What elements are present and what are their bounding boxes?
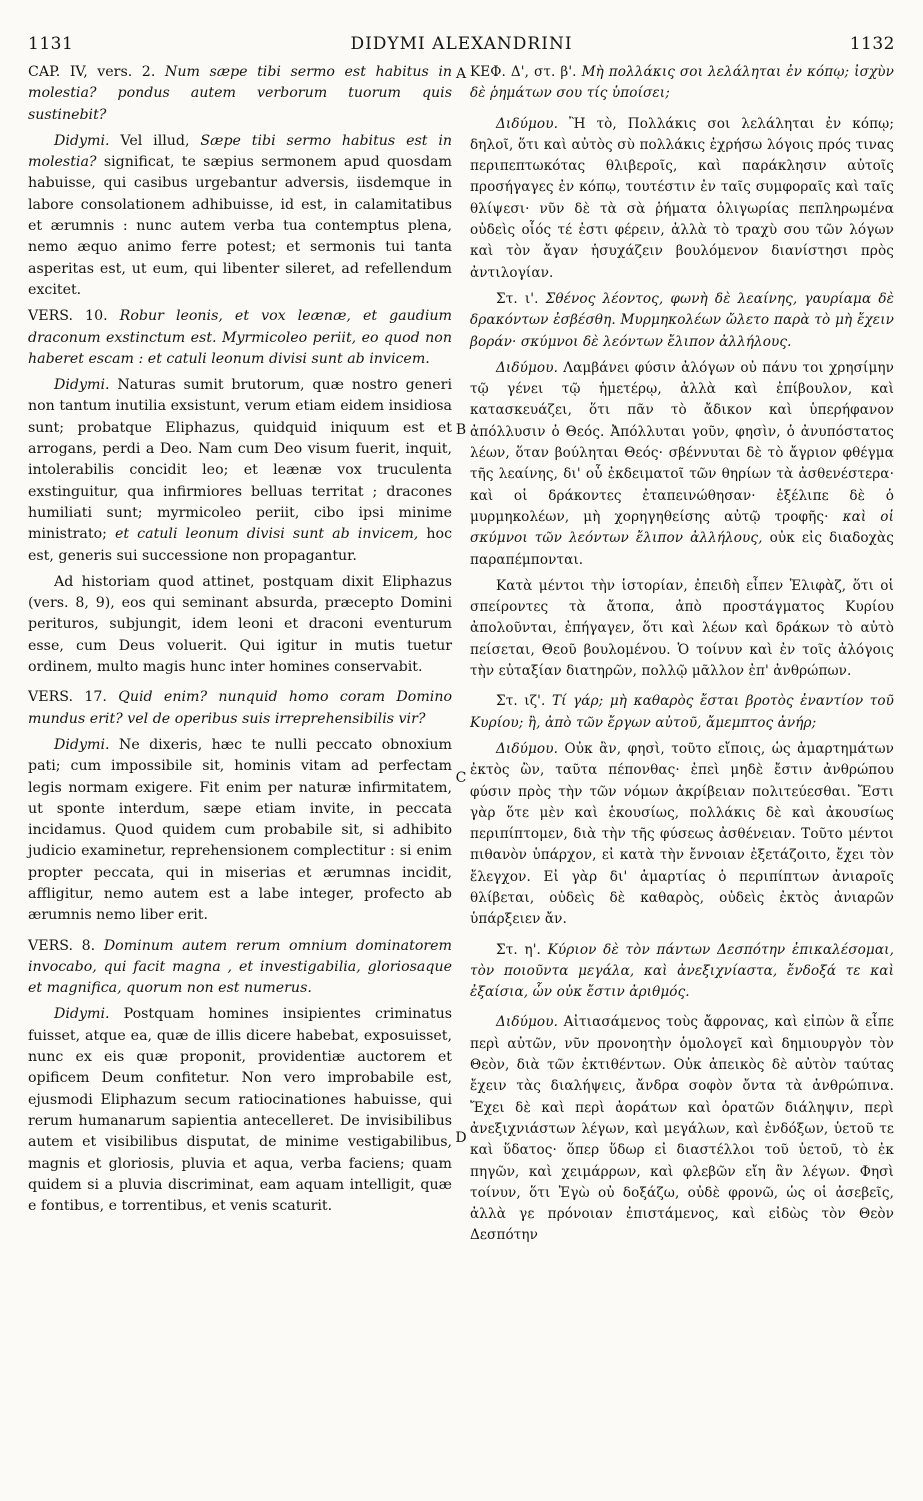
commentary-text: Ἢ τὸ, Πολλάκις σοι λελάληται ἐν κόπῳ; δηλοῖ, ὅτι καὶ αὐτὸς σὺ πολλάκις ἐχρήσω λόγοις πρός τινας περιπεπτωκότας θλιβεροῖς, καὶ παράκλησιν αὐτοῖς προσήγαγες ἐν κόπῳ, τουτέστιν ἐν ταῖς συμφοραῖς καὶ ταῖς θλίψεσι· νῦν δὲ τὰ σὰ ῥήματα ὀλιγωρίας πεπληρωμένα οὐδεὶς οἷός τέ ἐστι φέρειν, ἀλλὰ τὸ τραχὺ σου τῶν λόγων καὶ τὸν ἄγαν ἡσυχάζειν βουλόμενον διανίστησι πρὸς ἀντιλογίαν. [470, 115, 895, 281]
verse-text: Dominum autem rerum omnium dominatorem invocabo, qui facit magna , et investigabilia, gloriosaque et magnifica, quorum non est numerus. [28, 937, 452, 997]
commentary-text: Λαμβάνει φύσιν ἀλόγων οὐ πάνυ τοι χρησίμην τῷ γένει τῷ ἡμετέρῳ, ἀλλὰ καὶ ἐπίβουλον, καὶ κατασκευάζει, ὅτι πᾶν τὸ ἄδικον καὶ ὑπερήφανον ἀπόλλυσιν ὁ Θεός. Ἀπόλλυται γοῦν, φησὶν, ὁ ἀνυπόστατος λέων, ὅταν βούληται Θεός· σβέννυται δὲ τὸ ἄγριον φθέγμα τῆς λεαίνης, δι' οὗ ἐκδειματοῖ τῶν θηρίων τὰ ἀσθενέστερα· καὶ οἱ δράκοντες ἐταπεινώθησαν· ἐξέλιπε δὲ ὁ μυρμηκολέων, μὴ χορηγηθείσης αὐτῷ τροφῆς· [470, 359, 895, 525]
verse-reference: VERS. 8. [28, 937, 96, 954]
section-marker-c: C [455, 770, 467, 786]
page-number-right: 1132 [849, 34, 895, 54]
commentary-label: Didymi. [54, 132, 110, 149]
running-title: DIDYMI ALEXANDRINI [350, 34, 573, 54]
greek-column [470, 62, 894, 1252]
commentary-text: Postquam homines insipientes criminatus fuisset, atque ea, quæ de illis dicere habebat, exposuisset, nunc ex eis quæ proponit, providentiæ auctorem et opificem Deum confitetur. Non vero improbabile est, ejusmodi Eliphazum secum ratiocinationes habuisse, qui rerum humanarum sapientia antecelleret. De invisibilibus autem et visibilibus disputat, de minime vestigabilibus, magnis et gloriosis, pluvia et aqua, verba faciens; quam quidem si a pluvia discriminat, eam aquam intelligit, quæ e fontibus, e torrentibus, et venis scaturit. [28, 1006, 452, 1215]
commentary-quote: et catuli leonum divisi sunt ab invicem, [115, 526, 419, 543]
latin-commentary-1 [28, 131, 452, 301]
running-header [28, 34, 895, 58]
verse-reference: VERS. 17. [28, 689, 107, 706]
latin-commentary-2 [28, 375, 452, 567]
verse-text: Quid enim? nunquid homo coram Domino mundus erit? vel de operibus suis irreprehensibilis vir? [28, 689, 452, 727]
section-marker-b: B [455, 422, 467, 438]
commentary-label: Didymi. [54, 736, 110, 753]
section-marker-d: D [455, 1130, 467, 1146]
greek-commentary-3 [470, 739, 894, 931]
latin-verse-8 [28, 936, 452, 1000]
greek-verse-17 [470, 691, 894, 734]
verse-reference: Στ. ιζ'. [496, 693, 546, 710]
latin-commentary-3 [28, 735, 452, 927]
commentary-label: Didymi. [54, 1006, 110, 1023]
commentary-label: Didymi. [54, 377, 110, 394]
greek-commentary-4 [470, 1012, 894, 1246]
latin-commentary-4 [28, 1004, 452, 1217]
latin-verse-17 [28, 687, 452, 730]
greek-verse-8 [470, 940, 894, 1004]
verse-text: Κύριον δὲ τὸν πάντων Δεσπότην ἐπικαλέσομαι, τὸν ποιοῦντα μεγάλα, καὶ ἀνεξιχνίαστα, ἔνδοξά τε καὶ ἐξαίσια, ὧν οὐκ ἔστιν ἀριθμός. [470, 941, 894, 1001]
section-marker-a: A [455, 66, 467, 82]
page-number-left: 1131 [28, 34, 74, 54]
latin-historia [28, 572, 452, 678]
commentary-text: Naturas sumit brutorum, quæ nostro generi non tantum inutilia exsistunt, verum etiam eidem insidiosa sunt; probatque Eliphazus, quidquid iniquum est et arrogans, perdi a Deo. Nam cum Deo visum fuerit, inquit, intolerabilis concidit leo; et leænæ vox truculenta exstinguitur, qua infirmiores belluas territat ; dracones humiliati sunt; myrmicoleo periit, cibo ipsi minime ministrato; [28, 377, 452, 543]
verse-text: Num sæpe tibi sermo est habitus in molestia? pondus autem verborum tuorum quis sustinebit? [28, 64, 453, 123]
commentary-label: Διδύμου. [496, 1014, 558, 1031]
commentary-text: Ad historiam quod attinet, postquam dixit Eliphazus (vers. 8, 9), eos qui seminant absurda, præcepto Domini perituros, subjungit, idem leoni et draconi eventurum esse, cum Deus voluerit. Qui igitur in mutis tuetur ordinem, multo magis hunc inter homines conservabit. [28, 573, 452, 676]
greek-verse-10 [470, 289, 894, 353]
commentary-text: hoc est, generis sui successione non propagantur. [28, 526, 453, 564]
commentary-text: significat, te sæpius sermonem apud quosdam habuisse, qui casibus urgebantur adversis, iisdemque in labore consolationem adhibuisse, id est, in calamitatibus et ærumnis : nunc autem verba tua contemptus plena, nemo æquo animo ferre potest; et sermonis tui tanta asperitas est, ut eum, qui libenter sileret, ad refellendum excitet. [28, 154, 452, 298]
commentary-quote: Sæpe tibi sermo habitus est in molestia? [28, 132, 452, 171]
commentary-text: Αἰτιασάμενος τοὺς ἄφρονας, καὶ εἰπὼν ἃ εἶπε περὶ αὐτῶν, νῦν προνοητὴν ὁμολογεῖ καὶ δημιουργὸν τὸν Θεὸν, διὰ τῶν ἐκτιθέντων. Οὐκ ἀπεικὸς δὲ αὐτὸν ταύτας ἔχειν τὰς διαλήψεις, ἄνδρα σοφὸν ὄντα τὰ ἀνθρώπινα. Ἔχει δὲ καὶ περὶ ἀοράτων καὶ ὁρατῶν διάληψιν, περὶ ἀνεξιχνιάστων λέγων, καὶ μεγάλων, καὶ ἐνδόξων, ὑετοῦ τε καὶ ὕδατος· ὅπερ ὕδωρ εἰ διαστέλλοι τοῦ ὑετοῦ, τὸ ἐκ πηγῶν, καὶ χειμάρρων, καὶ φλεβῶν εἴη ἂν λέγων. Φησὶ τοίνυν, ὅτι Ἐγὼ οὐ δοξάζω, οὐδὲ φρονῶ, ὡς οἱ ἀσεβεῖς, ἀλλὰ γε πρόνοιαν ἐπιστάμενος, καὶ εἰδὼς τὸν Θεὸν Δεσπότην [470, 1014, 894, 1244]
commentary-text: οὐκ εἰς διαδοχὰς παραπέμπονται. [470, 530, 895, 568]
verse-reference: Στ. ι'. [496, 290, 539, 307]
commentary-text: Κατὰ μέντοι τὴν ἱστορίαν, ἐπειδὴ εἶπεν Ἐλιφὰζ, ὅτι οἱ σπείροντες τὰ ἄτοπα, ἀπὸ προστάγματος Κυρίου ἀπολοῦνται, ἐπήγαγεν, ὅτι καὶ λέων καὶ δράκων τὸ αὐτὸ πείσεται, Θεοῦ βουλομένου. Ὁ τοίνυν καὶ ἐν τοῖς ἀλόγοις τὴν εὐταξίαν διατηρῶν, πολλῷ μᾶλλον ἐπ' ἀνθρώπων. [470, 577, 894, 680]
commentary-text: Οὐκ ἂν, φησὶ, τοῦτο εἴποις, ὡς ἀμαρτημάτων ἐκτὸς ὢν, ταῦτα πέπονθας· ἐπεὶ μηδὲ ἔστιν ἀνθρώπου φύσιν πρὸς τὴν τῶν νόμων ἀκρίβειαν πολιτεύεσθαι. Ἔστι γὰρ ὅτε μὲν καὶ ἑκουσίως, πολλάκις δὲ καὶ ἀκουσίως περιπίπτομεν, διὰ τὴν τῆς φύσεως ἀσθένειαν. Τοῦτο μέντοι πιθανὸν ὑπάρχον, εἰ κατὰ τὴν ἔννοιαν ἐξετάζοιτο, ἔχει τὸν ἔλεγχον. Εἰ γὰρ δι' ἁμαρτίας ὁ περιπίπτων ἀνιαροῖς θλίβεται, οὐδεὶς δὲ καθαρὸς, οὐδεὶς ἐκτὸς ἀνιαρῶν ὑπάρξειεν ἄν. [470, 740, 894, 928]
greek-commentary-2 [470, 358, 894, 571]
commentary-label: Διδύμου. [496, 740, 558, 757]
verse-text: Robur leonis, et vox leænæ, et gaudium draconum exstinctum est. Myrmicoleo periit, eo quod non haberet escam : et catuli leonum divisi sunt ab invicem. [28, 308, 452, 367]
verse-text: Μὴ πολλάκις σοι λελάληται ἐν κόπῳ; ἰσχὺν δὲ ῥημάτων σου τίς ὑποίσει; [470, 64, 895, 102]
latin-verse-4-2 [28, 62, 452, 126]
commentary-label: Διδύμου. [496, 115, 558, 132]
verse-reference: CAP. IV, vers. 2. [28, 64, 156, 80]
verse-text: Σθένος λέοντος, φωνὴ δὲ λεαίνης, γαυρίαμα δὲ δρακόντων ἐσβέσθη. Μυρμηκολέων ὤλετο παρὰ τὸ μὴ ἔχειν βοράν· σκύμνοι δὲ λεόντων ἔλιπον ἀλλήλους. [470, 290, 894, 350]
commentary-text: Ne dixeris, hæc te nulli peccato obnoxium pati; cum impossibile sit, hominis vitam ad perfectam legis normam exigere. Fit enim per naturæ infirmitatem, ut sponte interdum, sæpe etiam invite, in peccata incidamus. Quod quidem cum probabile sit, si adhibito judicio examinetur, reprehensionem complectitur : si enim propter peccata, qui in miserias et ærumnas incidit, affligitur, nemo autem est a labe integer, profecto ab ærumnis nemo liber erit. [28, 736, 453, 924]
greek-commentary-1 [470, 114, 894, 284]
greek-verse-4-2 [470, 62, 894, 105]
verse-reference: ΚΕΦ. Δ', στ. β'. [470, 64, 577, 80]
commentary-label: Διδύμου. [496, 359, 558, 376]
verse-text: Τί γάρ; μὴ καθαρὸς ἔσται βροτὸς ἐναντίον τοῦ Κυρίου; ἢ, ἀπὸ τῶν ἔργων αὐτοῦ, ἄμεμπτος ἀνήρ; [470, 693, 895, 731]
greek-historia [470, 576, 894, 682]
latin-verse-10 [28, 306, 452, 370]
commentary-text: Vel illud, [120, 132, 190, 149]
latin-column [28, 62, 452, 1222]
verse-reference: Στ. η'. [496, 941, 541, 958]
commentary-quote: καὶ οἱ σκύμνοι τῶν λεόντων ἔλιπον ἀλλήλους, [470, 508, 895, 547]
verse-reference: VERS. 10. [28, 308, 108, 325]
